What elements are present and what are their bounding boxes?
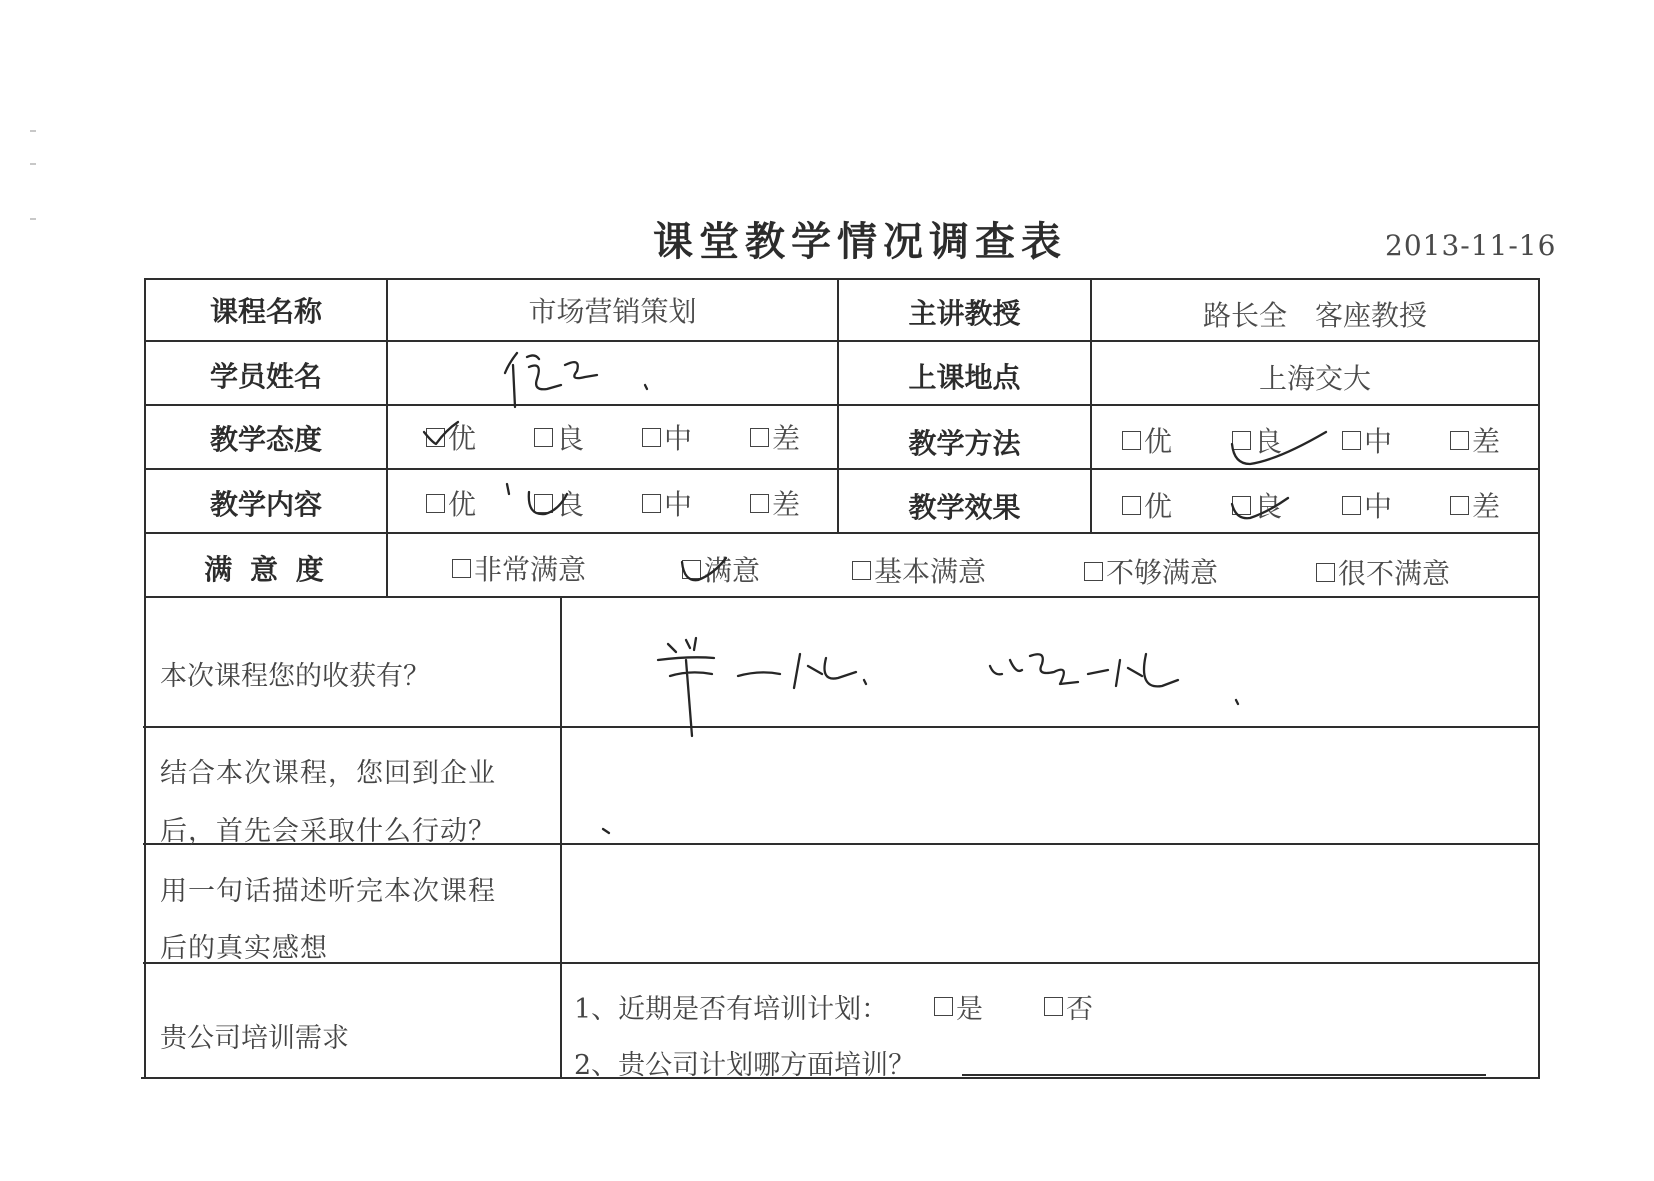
student-name-label: 学员姓名 [209,360,322,393]
effect-check-mark [1228,488,1298,528]
checkbox-icon [750,494,769,513]
content-option-fair[interactable]: 中 [642,483,692,523]
teaching-effect-label: 教学效果 [908,491,1021,524]
column-divider [560,596,562,1079]
satisfaction-option-very-satisfied[interactable]: 非常满意 [452,548,586,588]
satisfaction-option-satisfied[interactable]: 满意 [682,549,760,589]
checkbox-icon [1450,496,1469,515]
location-label: 上课地点 [908,361,1021,394]
effect-option-excellent[interactable]: 优 [1122,485,1172,525]
satisfaction-label: 满 意 度 [204,553,328,586]
teaching-method-label: 教学方法 [908,427,1021,460]
training-plan-question: 1、近期是否有培训计划： [574,994,889,1025]
gain-question: 本次课程您的收获有？ [160,661,430,692]
method-option-fair[interactable]: 中 [1342,420,1392,460]
ink-mark [600,826,616,838]
feeling-question-line-2: 后的真实感想 [160,933,328,964]
satisfaction-option-basic[interactable]: 基本满意 [852,550,986,590]
content-option-poor[interactable]: 差 [750,483,800,523]
row-divider [143,962,1540,964]
checkbox-icon [1122,496,1141,515]
checkbox-icon [426,494,445,513]
satisfaction-option-very-unsatisfied[interactable]: 很不满意 [1316,552,1450,592]
attitude-check-mark [420,418,460,458]
attitude-option-good[interactable]: 良 [534,417,584,457]
course-name-value: 市场营销策划 [528,295,697,328]
location-value: 上海交大 [1258,362,1371,395]
checkbox-icon [1122,431,1141,450]
training-area-answer-line[interactable] [962,1074,1486,1076]
attitude-option-excellent[interactable]: 优 [426,417,476,457]
effect-option-poor[interactable]: 差 [1450,485,1500,525]
effect-option-fair[interactable]: 中 [1342,485,1392,525]
checkbox-icon [852,561,871,580]
professor-value: 路长全 客座教授 [1202,299,1427,332]
feeling-question-line-1: 用一句话描述听完本次课程 [160,876,496,907]
effect-option-good[interactable]: 良 [1232,485,1282,525]
action-question-line-2: 后，首先会采取什么行动？ [160,816,496,847]
training-plan-no-option[interactable]: 否 [1044,987,1093,1026]
row-divider [145,340,1540,342]
action-question-line-1: 结合本次课程，您回到企业 [160,758,496,789]
checkbox-icon [1044,997,1063,1016]
row-divider [145,596,1540,598]
table-border-right [1538,278,1540,1079]
checkbox-icon [1450,431,1469,450]
checkbox-icon [1084,562,1103,581]
row-divider [145,404,1540,406]
table-border-top [145,278,1540,280]
training-plan-yes-option[interactable]: 是 [934,987,983,1026]
course-name-label: 课程名称 [209,295,322,328]
satisfaction-option-insufficient[interactable]: 不够满意 [1084,551,1218,591]
gain-handwritten-answer [650,630,1250,750]
attitude-option-fair[interactable]: 中 [642,417,692,457]
table-border-left [144,278,146,1079]
checkbox-icon [934,997,953,1016]
row-divider [145,532,1540,534]
checkbox-icon [642,494,661,513]
checkbox-icon [750,428,769,447]
checkbox-icon [1342,496,1361,515]
content-option-excellent[interactable]: 优 [426,483,476,523]
content-option-good[interactable]: 良 [534,483,584,523]
method-option-excellent[interactable]: 优 [1122,420,1172,460]
student-signature [495,345,665,415]
teaching-attitude-label: 教学态度 [209,423,322,456]
method-option-poor[interactable]: 差 [1450,420,1500,460]
method-option-good[interactable]: 良 [1232,420,1282,460]
satisfaction-check-mark [678,552,738,588]
content-check-mark [505,480,575,530]
professor-label: 主讲教授 [908,297,1021,330]
checkbox-icon [1316,563,1335,582]
teaching-content-label: 教学内容 [209,488,322,521]
checkbox-icon [534,428,553,447]
checkbox-icon [452,559,471,578]
form-date: 2013-11-16 [1385,229,1557,262]
training-needs-label: 贵公司培训需求 [160,1023,349,1054]
checkbox-icon [1342,431,1361,450]
form-title: 课堂教学情况调查表 [653,219,1067,265]
attitude-option-poor[interactable]: 差 [750,417,800,457]
checkbox-icon [642,428,661,447]
training-area-question: 2、贵公司计划哪方面培训？ [574,1050,916,1081]
